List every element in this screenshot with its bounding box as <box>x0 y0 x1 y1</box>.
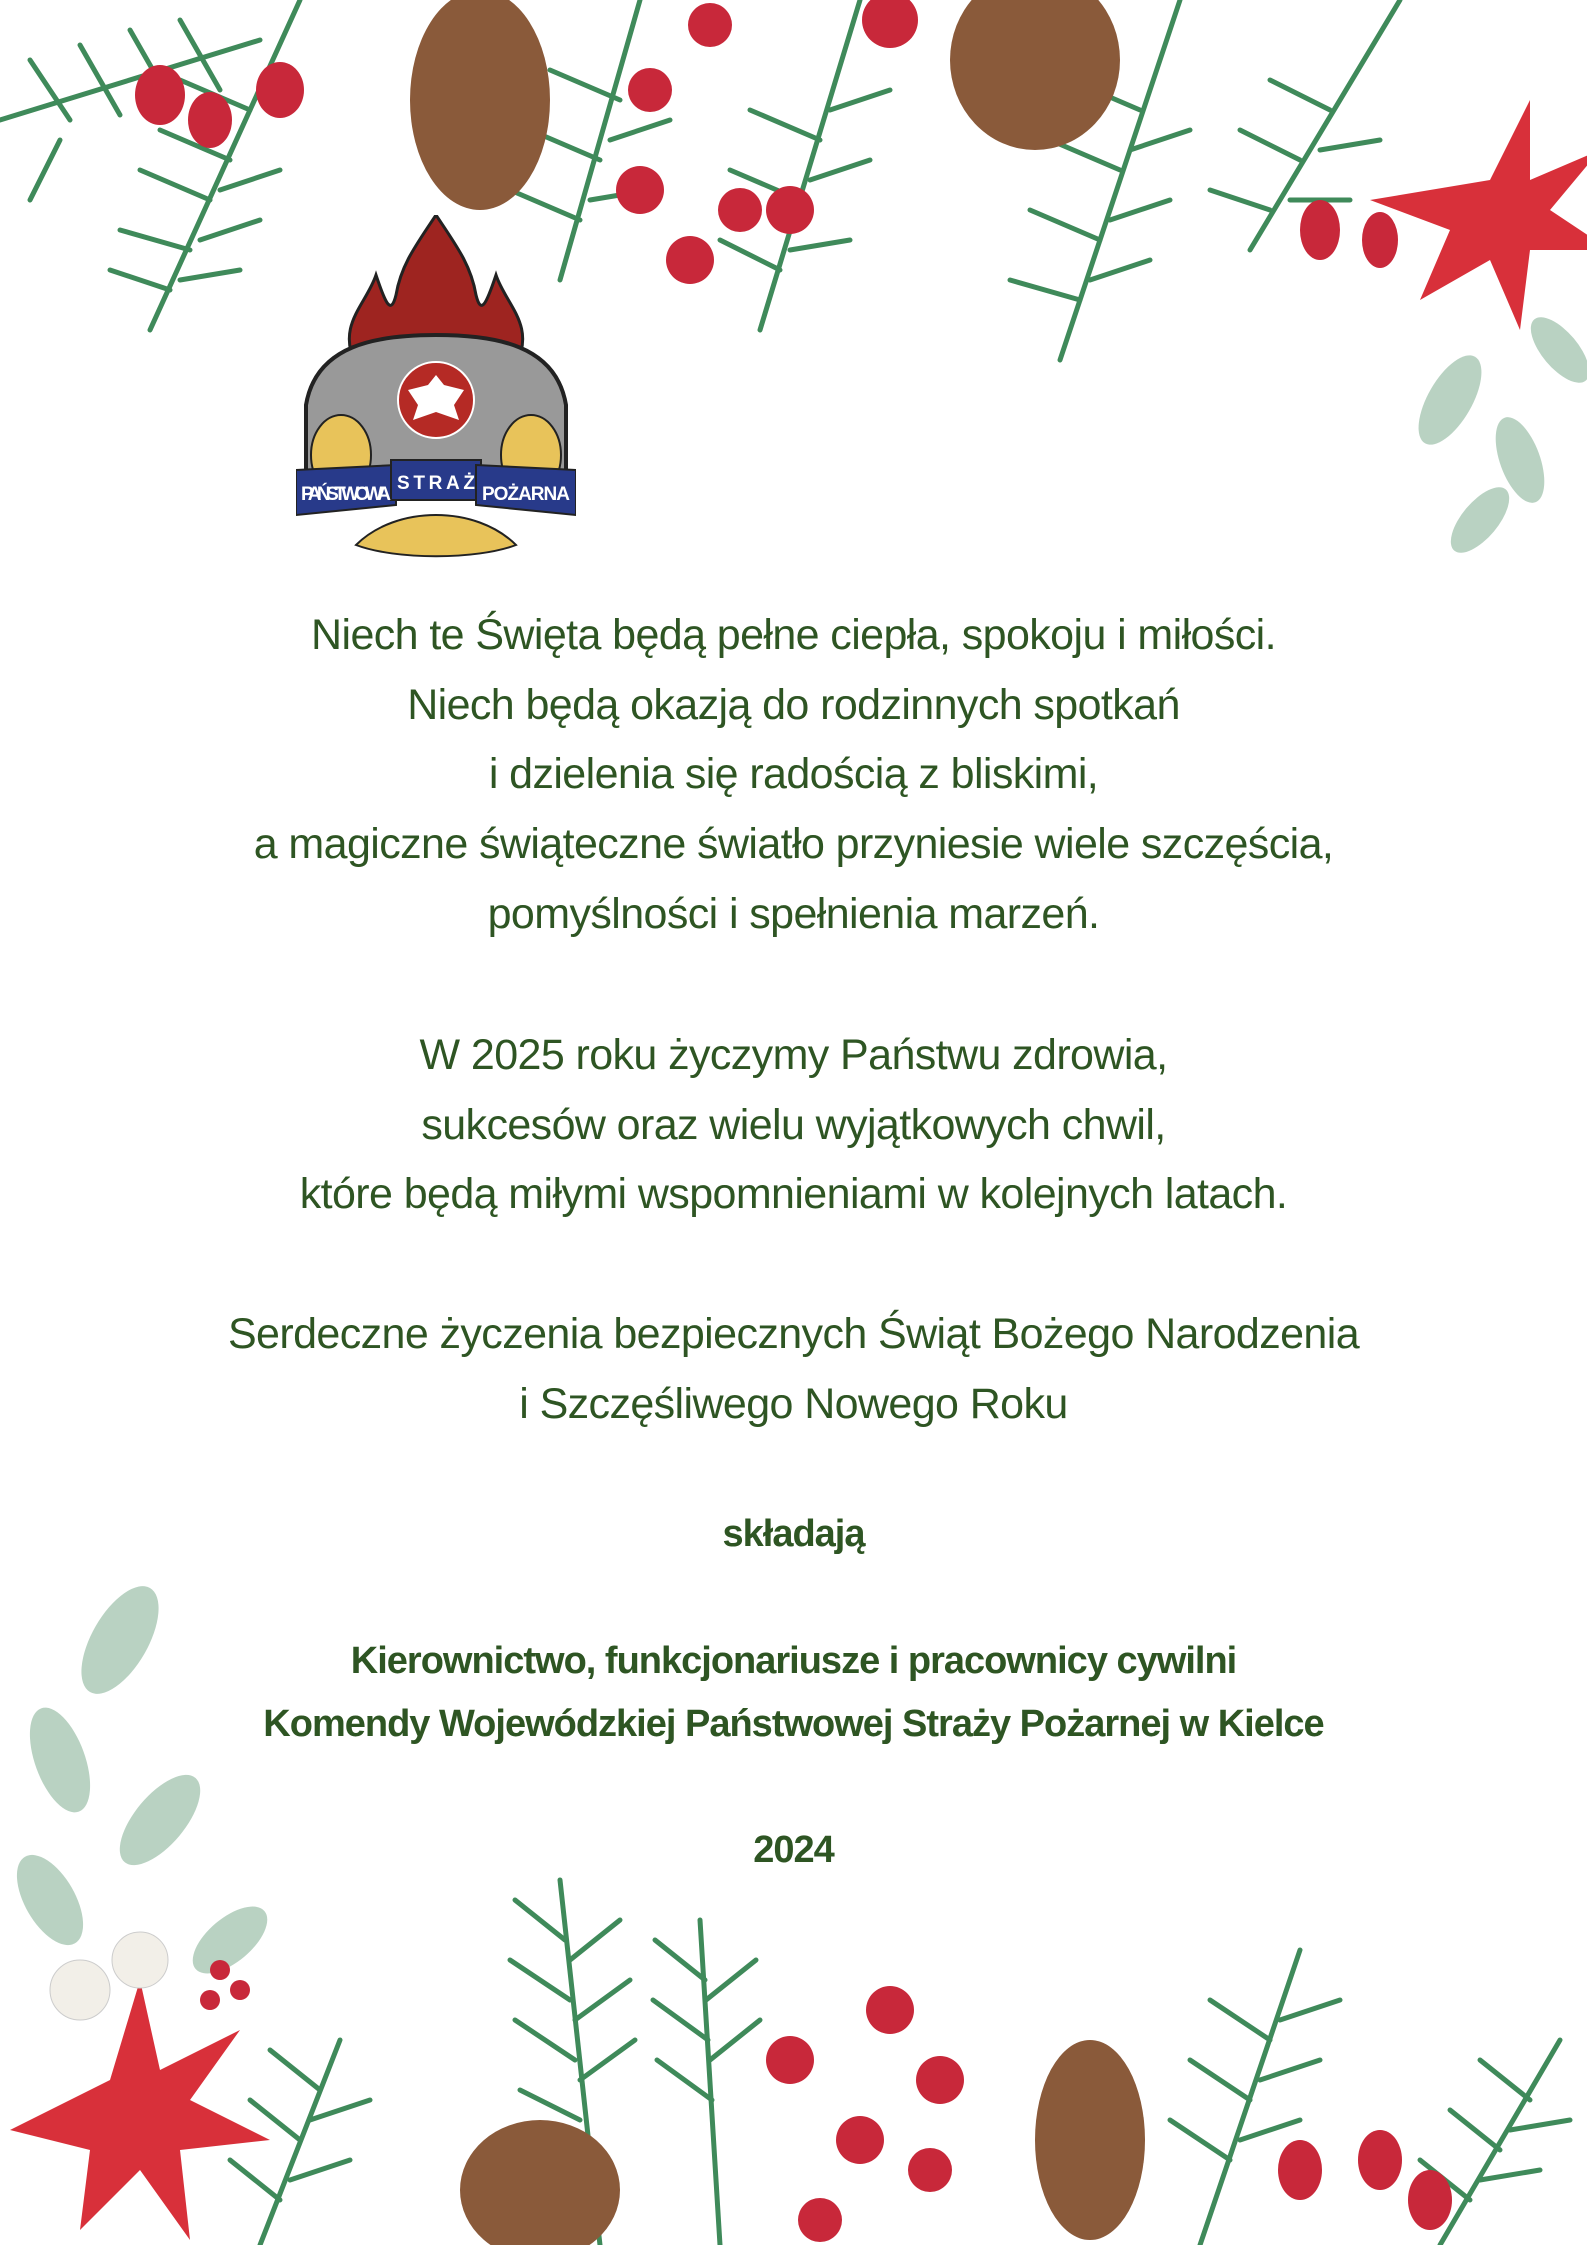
holiday-wishes-line: Serdeczne życzenia bezpiecznych Świąt Bożego Narodzenia <box>227 1310 1360 1358</box>
signature-line: Kierownictwo, funkcjonariusze i pracownicy cywilni <box>350 1640 1237 1682</box>
year: 2024 <box>753 1829 834 1871</box>
bottom-garland-decoration <box>0 1520 1587 2245</box>
poinsettia <box>1370 100 1587 330</box>
wishes-line: które będą miłymi wspomnieniami w kolejnych latach. <box>299 1170 1288 1218</box>
banner-center-text: STRAŻ <box>397 473 475 494</box>
banner-right-text: POŻARNA <box>482 484 570 505</box>
eucalyptus-leaves <box>1406 308 1587 562</box>
pine-cones <box>410 0 1120 210</box>
psp-logo <box>296 215 576 565</box>
pine-branches <box>230 1880 1570 2245</box>
banner-left-text: PAŃSTWOWA <box>301 484 391 505</box>
greeting-line: i dzielenia się radością z bliskimi, <box>488 750 1099 798</box>
eucalyptus-leaves <box>3 1574 278 1986</box>
wishes-line: sukcesów oraz wielu wyjątkowych chwil, <box>421 1101 1166 1149</box>
berries <box>200 1960 1452 2242</box>
top-garland-decoration <box>0 0 1587 640</box>
holiday-wishes-line: i Szczęśliwego Nowego Roku <box>519 1380 1068 1428</box>
greeting-line: Niech te Święta będą pełne ciepła, spokoju i miłości. <box>311 611 1276 659</box>
wishes-line: W 2025 roku życzymy Państwu zdrowia, <box>419 1031 1168 1079</box>
signature-line: Komendy Wojewódzkiej Państwowej Straży Pożarnej w Kielce <box>263 1703 1324 1745</box>
greeting-line: pomyślności i spełnienia marzeń. <box>487 890 1100 938</box>
pine-branches <box>0 0 1400 360</box>
greeting-line: a magiczne świąteczne światło przyniesie wiele szczęścia, <box>253 820 1334 868</box>
greeting-line: Niech będą okazją do rodzinnych spotkań <box>407 681 1180 729</box>
poinsettia <box>10 1980 270 2240</box>
cotton-flowers <box>50 1932 168 2020</box>
from-label: składają <box>722 1513 865 1555</box>
